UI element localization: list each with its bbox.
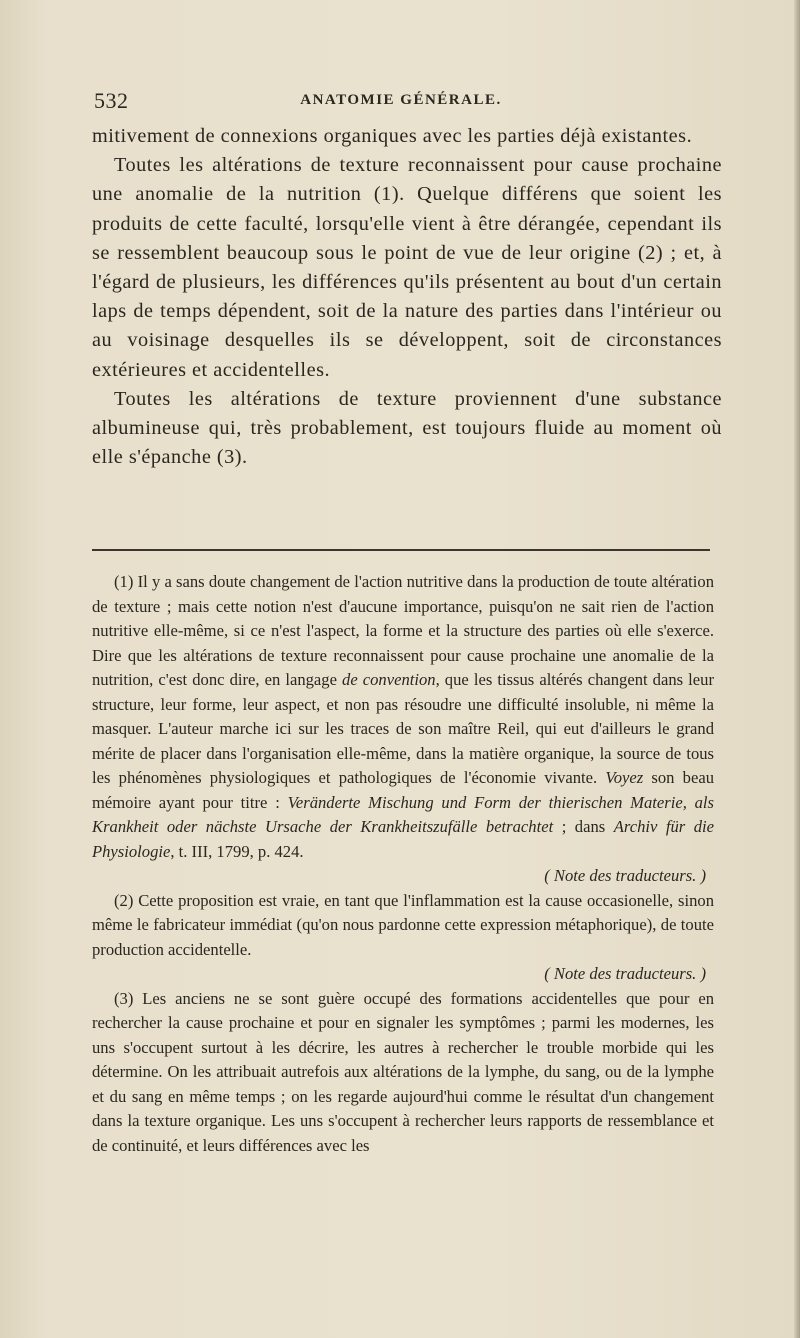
footnote-1-italic-convention: de convention: [342, 670, 436, 689]
running-title: ANATOMIE GÉNÉRALE.: [300, 92, 502, 108]
footnotes: [92, 570, 714, 1158]
footnote-2: (2) Cette proposition est vraie, en tant que l'inflammation est la cause occasionelle, sinon même le fabricateur immédiat (qu'on nous pardonne cette expression métaphorique), de toute production accidentelle.: [92, 890, 714, 959]
footnote-3: (3) Les anciens ne se sont guère occupé des formations accidentelles que pour en rechercher la cause prochaine et pour en signaler les symptômes ; parmi les modernes, les uns s'occupent surtout à les décrire, les autres à rechercher le trouble morbide qui les détermine. On les attribuait autrefois aux altérations de la lymphe, du sang, ou de la lymphe et du sang en même temps ; on les regarde aujourd'hui comme le résultat d'un changement dans la texture organique. Les uns s'occupent à rechercher leurs rapports de ressemblance et de continuité, et leurs différences avec les: [92, 988, 714, 1155]
footnote-1-text-e: son beau mémoire ayant pour titre :: [92, 768, 714, 812]
footnote-1: [92, 570, 714, 864]
paragraph-3: Toutes les altérations de texture proviennent d'une substance albumineuse qui, très probablement, est toujours fluide au moment où elle s'épanche (3).: [92, 387, 722, 469]
footnote-1-text-i: , t. III, 1799, p. 424.: [170, 841, 304, 861]
footnote-1-text-a: (1) Il y a sans doute changement de l'action nutritive dans la production de toute altération de texture ; mais cette notion n'est d'aucune importance, puisqu'on ne sait rien de l'action nutritive elle-même, si ce n'est l'aspect, la forme et la structure des parties où elle s'exerce. Dire que les altérations de texture reconnaissent pour cause prochaine une anomalie de la nutrition, c'est donc dire, en langage: [92, 572, 714, 689]
footnote-1-italic-voyez: Voyez: [605, 768, 644, 787]
page-header: [94, 88, 708, 114]
footnote-1-text-c: , que les tissus altérés changent dans leur structure, leur forme, leur aspect, et non pas résoudre une difficulté insoluble, ni même la masquer. L'auteur marche ici sur les traces de son maître Reil, qui eut d'ailleurs le grand mérite de placer dans l'organisation elle-même, dans la matière organique, la source de tous les phénomènes physiologiques et pathologiques de l'économie vivante.: [92, 670, 714, 787]
paragraph-1: mitivement de connexions organiques avec les parties déjà existantes.: [92, 125, 693, 147]
footnote-1-italic-title: Veränderte Mischung und Form der thierischen Materie, als Krankheit oder nächste Ursache der Krankheitszufälle betrachtet: [92, 792, 714, 836]
footnote-1-text-g: ; dans: [553, 817, 614, 836]
footnote-1-italic-archiv: Archiv für die Physiologie: [92, 817, 714, 861]
footnote-1-attribution: ( Note des traducteurs. ): [544, 866, 706, 885]
page-number: 532: [94, 88, 129, 113]
paragraph-2: Toutes les altérations de texture reconnaissent pour cause prochaine une anomalie de la nutrition (1). Quelque différens que soient les produits de cette faculté, lorsqu'elle vient à être dérangée, cependant ils se ressemblent beaucoup sous le point de vue de leur origine (2) ; et, à l'égard de plusieurs, les différences qu'ils présentent au bout d'un certain laps de temps dépendent, soit de la nature des parties dans l'intérieur ou au voisinage desquelles ils se développent, soit de circonstances extérieures et accidentelles.: [92, 154, 722, 381]
footnote-rule: [92, 549, 710, 551]
footnote-2-attribution: ( Note des traducteurs. ): [544, 964, 706, 983]
main-text: [92, 122, 722, 472]
page-edge: [794, 0, 800, 1338]
